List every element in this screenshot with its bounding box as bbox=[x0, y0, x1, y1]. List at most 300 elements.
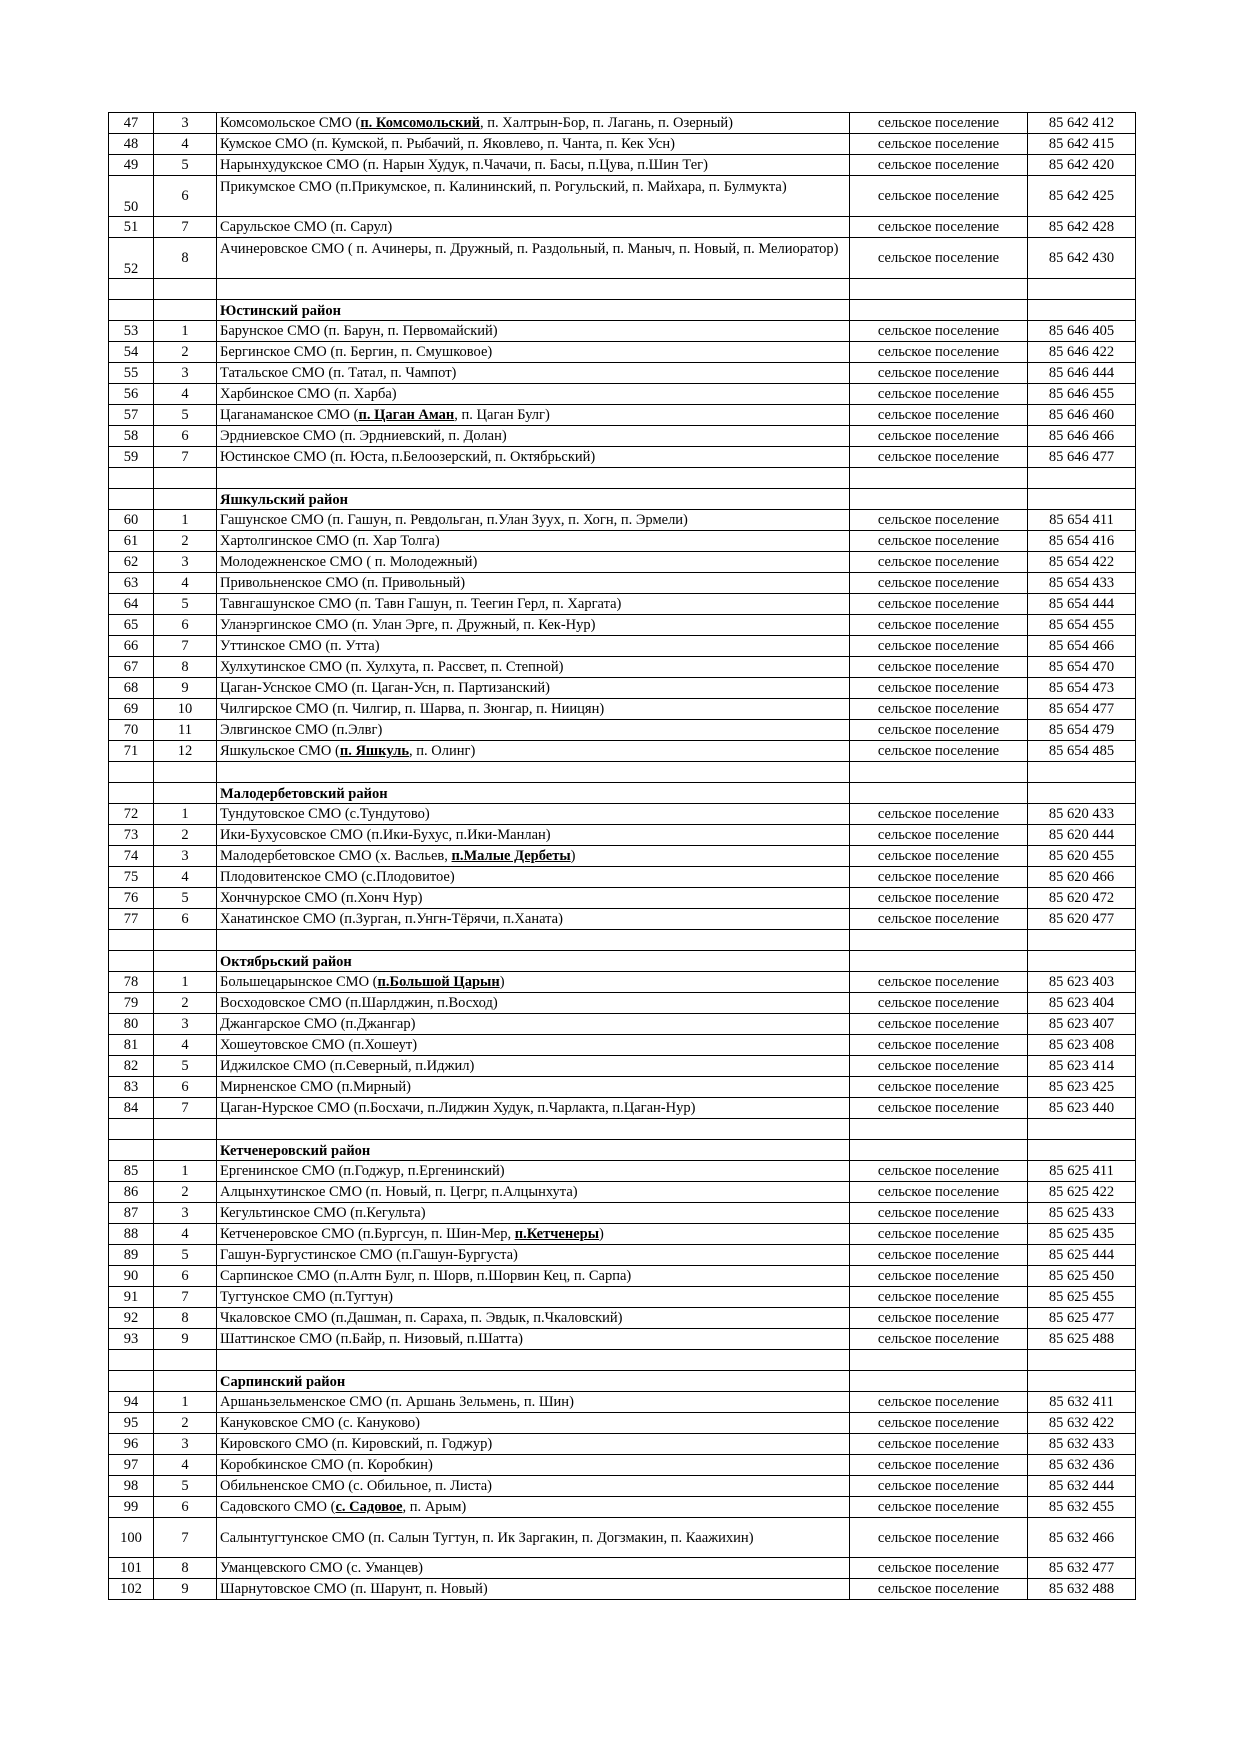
row-index: 6 bbox=[154, 426, 217, 447]
row-index: 5 bbox=[154, 1056, 217, 1077]
spacer-row bbox=[109, 1350, 1136, 1371]
settlement-type: сельское поселение bbox=[850, 657, 1028, 678]
row-number: 67 bbox=[109, 657, 154, 678]
row-number: 76 bbox=[109, 888, 154, 909]
municipality-name bbox=[217, 155, 850, 176]
name-text: Ергенинское СМО (п.Годжур, п.Ергенинский) bbox=[220, 1163, 505, 1179]
settlement-type: сельское поселение bbox=[850, 1161, 1028, 1182]
oktmo-code: 85 642 428 bbox=[1028, 217, 1136, 238]
cell-code bbox=[1028, 1371, 1136, 1392]
table-row bbox=[109, 552, 1136, 573]
row-index: 9 bbox=[154, 1579, 217, 1600]
row-index: 4 bbox=[154, 134, 217, 155]
spacer-row bbox=[109, 279, 1136, 300]
oktmo-code: 85 625 488 bbox=[1028, 1329, 1136, 1350]
oktmo-code: 85 625 411 bbox=[1028, 1161, 1136, 1182]
settlement-type: сельское поселение bbox=[850, 1329, 1028, 1350]
oktmo-code: 85 642 430 bbox=[1028, 238, 1136, 279]
municipality-name bbox=[217, 1455, 850, 1476]
settlement-type: сельское поселение bbox=[850, 238, 1028, 279]
table-row bbox=[109, 1455, 1136, 1476]
cell-number bbox=[109, 762, 154, 783]
row-number: 93 bbox=[109, 1329, 154, 1350]
municipality-name bbox=[217, 1035, 850, 1056]
table-row bbox=[109, 1203, 1136, 1224]
table-row bbox=[109, 972, 1136, 993]
oktmo-code: 85 632 466 bbox=[1028, 1518, 1136, 1558]
cell-code bbox=[1028, 1119, 1136, 1140]
settlement-type: сельское поселение bbox=[850, 1579, 1028, 1600]
name-text: Цаган-Нурское СМО (п.Босхачи, п.Лиджин Худук, п.Чарлакта, п.Цаган-Нур) bbox=[220, 1100, 696, 1116]
settlement-type: сельское поселение bbox=[850, 426, 1028, 447]
name-text: Чилгирское СМО (п. Чилгир, п. Шарва, п. Зюнгар, п. Ниицян) bbox=[220, 701, 605, 717]
name-text: Малодербетовское СМО (х. Васльев, bbox=[220, 848, 452, 864]
row-index: 7 bbox=[154, 447, 217, 468]
table-row bbox=[109, 1308, 1136, 1329]
municipality-name bbox=[217, 426, 850, 447]
name-text: Хартолгинское СМО (п. Хар Толга) bbox=[220, 533, 440, 549]
row-number: 97 bbox=[109, 1455, 154, 1476]
settlement-type: сельское поселение bbox=[850, 1413, 1028, 1434]
table-row bbox=[109, 573, 1136, 594]
settlement-type: сельское поселение bbox=[850, 1455, 1028, 1476]
row-number: 84 bbox=[109, 1098, 154, 1119]
table-row bbox=[109, 1224, 1136, 1245]
settlement-type: сельское поселение bbox=[850, 594, 1028, 615]
oktmo-code: 85 646 444 bbox=[1028, 363, 1136, 384]
settlement-type: сельское поселение bbox=[850, 993, 1028, 1014]
table-row bbox=[109, 510, 1136, 531]
name-text: Элвгинское СМО (п.Элвг) bbox=[220, 722, 383, 738]
municipality-name bbox=[217, 993, 850, 1014]
cell-number bbox=[109, 279, 154, 300]
row-index: 2 bbox=[154, 531, 217, 552]
table-row bbox=[109, 804, 1136, 825]
name-text: Гашун-Бургустинское СМО (п.Гашун-Бургуста) bbox=[220, 1247, 518, 1263]
municipality-name bbox=[217, 657, 850, 678]
name-text: Гашунское СМО (п. Гашун, п. Ревдольган, п.Улан Зуух, п. Хогн, п. Эрмели) bbox=[220, 512, 688, 528]
table-row bbox=[109, 636, 1136, 657]
row-number: 72 bbox=[109, 804, 154, 825]
settlement-type: сельское поселение bbox=[850, 573, 1028, 594]
cell-code bbox=[1028, 951, 1136, 972]
table-row bbox=[109, 321, 1136, 342]
row-index: 6 bbox=[154, 615, 217, 636]
row-index: 9 bbox=[154, 1329, 217, 1350]
row-number: 74 bbox=[109, 846, 154, 867]
name-text: Плодовитенское СМО (с.Плодовитое) bbox=[220, 869, 455, 885]
row-number: 81 bbox=[109, 1035, 154, 1056]
row-number: 62 bbox=[109, 552, 154, 573]
cell-type bbox=[850, 300, 1028, 321]
cell-type bbox=[850, 489, 1028, 510]
table-row bbox=[109, 176, 1136, 217]
table-row bbox=[109, 1579, 1136, 1600]
cell-index bbox=[154, 951, 217, 972]
settlement-type: сельское поселение bbox=[850, 636, 1028, 657]
cell-type bbox=[850, 1350, 1028, 1371]
oktmo-code: 85 654 473 bbox=[1028, 678, 1136, 699]
settlement-type: сельское поселение bbox=[850, 867, 1028, 888]
municipality-name bbox=[217, 1434, 850, 1455]
municipality-name bbox=[217, 405, 850, 426]
table-row bbox=[109, 1434, 1136, 1455]
oktmo-code: 85 623 414 bbox=[1028, 1056, 1136, 1077]
settlement-type: сельское поселение bbox=[850, 804, 1028, 825]
cell-number bbox=[109, 1140, 154, 1161]
cell-type bbox=[850, 1119, 1028, 1140]
name-text: Прикумское СМО (п.Прикумское, п. Калининский, п. Рогульский, п. Майхара, п. Булмукта) bbox=[220, 179, 787, 195]
row-number: 78 bbox=[109, 972, 154, 993]
municipality-name bbox=[217, 1182, 850, 1203]
row-index: 6 bbox=[154, 176, 217, 217]
table-row bbox=[109, 1098, 1136, 1119]
oktmo-code: 85 625 455 bbox=[1028, 1287, 1136, 1308]
spacer-row bbox=[109, 762, 1136, 783]
row-index: 4 bbox=[154, 1035, 217, 1056]
name-text: Кировского СМО (п. Кировский, п. Годжур) bbox=[220, 1436, 493, 1452]
row-number: 71 bbox=[109, 741, 154, 762]
row-number: 79 bbox=[109, 993, 154, 1014]
table-row bbox=[109, 699, 1136, 720]
table-row bbox=[109, 1077, 1136, 1098]
municipality-name bbox=[217, 1579, 850, 1600]
row-number: 89 bbox=[109, 1245, 154, 1266]
district-heading-row bbox=[109, 951, 1136, 972]
district-heading-row bbox=[109, 1140, 1136, 1161]
settlement-type: сельское поселение bbox=[850, 615, 1028, 636]
settlements-table-body bbox=[109, 113, 1136, 1600]
table-row bbox=[109, 426, 1136, 447]
oktmo-code: 85 620 455 bbox=[1028, 846, 1136, 867]
settlement-type: сельское поселение bbox=[850, 510, 1028, 531]
cell-number bbox=[109, 489, 154, 510]
district-heading: Малодербетовский район bbox=[217, 783, 850, 804]
admin-center-name: п. Яшкуль bbox=[339, 743, 410, 759]
spacer-row bbox=[109, 468, 1136, 489]
oktmo-code: 85 654 433 bbox=[1028, 573, 1136, 594]
table-row bbox=[109, 113, 1136, 134]
settlement-type: сельское поселение bbox=[850, 1056, 1028, 1077]
row-index: 6 bbox=[154, 1497, 217, 1518]
cell-number bbox=[109, 1371, 154, 1392]
cell-index bbox=[154, 489, 217, 510]
settlement-type: сельское поселение bbox=[850, 217, 1028, 238]
table-row bbox=[109, 1266, 1136, 1287]
cell-code bbox=[1028, 468, 1136, 489]
row-number: 52 bbox=[109, 238, 154, 279]
cell-name bbox=[217, 762, 850, 783]
municipality-name bbox=[217, 699, 850, 720]
name-text: ) bbox=[599, 1226, 604, 1242]
settlement-type: сельское поселение bbox=[850, 699, 1028, 720]
municipality-name bbox=[217, 1203, 850, 1224]
municipality-name bbox=[217, 1329, 850, 1350]
row-number: 57 bbox=[109, 405, 154, 426]
cell-code bbox=[1028, 1140, 1136, 1161]
municipality-name bbox=[217, 238, 850, 279]
table-row bbox=[109, 1476, 1136, 1497]
row-number: 58 bbox=[109, 426, 154, 447]
oktmo-code: 85 646 455 bbox=[1028, 384, 1136, 405]
table-row bbox=[109, 1329, 1136, 1350]
table-row bbox=[109, 531, 1136, 552]
admin-center-name: с. Садовое bbox=[335, 1499, 403, 1515]
table-row bbox=[109, 1413, 1136, 1434]
table-row bbox=[109, 615, 1136, 636]
municipality-name bbox=[217, 1476, 850, 1497]
row-index: 7 bbox=[154, 1098, 217, 1119]
admin-center-name: п. Комсомольский bbox=[360, 115, 481, 131]
row-index: 3 bbox=[154, 846, 217, 867]
settlement-type: сельское поселение bbox=[850, 1434, 1028, 1455]
table-row bbox=[109, 741, 1136, 762]
name-text: Привольненское СМО (п. Привольный) bbox=[220, 575, 466, 591]
oktmo-code: 85 625 444 bbox=[1028, 1245, 1136, 1266]
row-number: 87 bbox=[109, 1203, 154, 1224]
name-text: , п. Арым) bbox=[402, 1499, 467, 1515]
municipality-name bbox=[217, 510, 850, 531]
district-heading: Сарпинский район bbox=[217, 1371, 850, 1392]
row-number: 88 bbox=[109, 1224, 154, 1245]
row-number: 82 bbox=[109, 1056, 154, 1077]
row-number: 53 bbox=[109, 321, 154, 342]
table-row bbox=[109, 342, 1136, 363]
cell-name bbox=[217, 1119, 850, 1140]
name-text: Кетченеровское СМО (п.Бургсун, п. Шин-Мер, bbox=[220, 1226, 515, 1242]
row-number: 50 bbox=[109, 176, 154, 217]
row-number: 64 bbox=[109, 594, 154, 615]
row-index: 1 bbox=[154, 1392, 217, 1413]
row-index: 4 bbox=[154, 384, 217, 405]
name-text: Цаган-Уснское СМО (п. Цаган-Усн, п. Партизанский) bbox=[220, 680, 551, 696]
municipality-name bbox=[217, 720, 850, 741]
settlement-type: сельское поселение bbox=[850, 888, 1028, 909]
spacer-row bbox=[109, 930, 1136, 951]
row-number: 60 bbox=[109, 510, 154, 531]
settlements-table bbox=[108, 112, 1136, 1600]
row-index: 8 bbox=[154, 1558, 217, 1579]
municipality-name bbox=[217, 363, 850, 384]
admin-center-name: п.Малые Дербеты bbox=[451, 848, 571, 864]
settlement-type: сельское поселение bbox=[850, 1014, 1028, 1035]
name-text: ) bbox=[499, 974, 505, 990]
table-row bbox=[109, 1161, 1136, 1182]
row-number: 63 bbox=[109, 573, 154, 594]
row-number: 83 bbox=[109, 1077, 154, 1098]
municipality-name bbox=[217, 1161, 850, 1182]
row-number: 65 bbox=[109, 615, 154, 636]
row-index: 5 bbox=[154, 1476, 217, 1497]
cell-code bbox=[1028, 783, 1136, 804]
municipality-name bbox=[217, 1056, 850, 1077]
oktmo-code: 85 625 422 bbox=[1028, 1182, 1136, 1203]
admin-center-name: п.Большой Царын bbox=[377, 974, 500, 990]
name-text: Кумское СМО (п. Кумской, п. Рыбачий, п. Яковлево, п. Чанта, п. Кек Усн) bbox=[220, 136, 675, 152]
municipality-name bbox=[217, 678, 850, 699]
name-text: , п. Халтрын-Бор, п. Лагань, п. Озерный) bbox=[480, 115, 734, 131]
cell-index bbox=[154, 1371, 217, 1392]
table-row bbox=[109, 846, 1136, 867]
row-number: 90 bbox=[109, 1266, 154, 1287]
row-index: 7 bbox=[154, 1287, 217, 1308]
row-number: 73 bbox=[109, 825, 154, 846]
row-number: 99 bbox=[109, 1497, 154, 1518]
settlement-type: сельское поселение bbox=[850, 1287, 1028, 1308]
municipality-name bbox=[217, 1308, 850, 1329]
cell-name bbox=[217, 1350, 850, 1371]
settlement-type: сельское поселение bbox=[850, 1266, 1028, 1287]
name-text: Харбинское СМО (п. Харба) bbox=[220, 386, 397, 402]
municipality-name bbox=[217, 1518, 850, 1558]
settlement-type: сельское поселение bbox=[850, 1518, 1028, 1558]
row-index: 9 bbox=[154, 678, 217, 699]
municipality-name bbox=[217, 909, 850, 930]
table-row bbox=[109, 594, 1136, 615]
row-number: 102 bbox=[109, 1579, 154, 1600]
oktmo-code: 85 642 412 bbox=[1028, 113, 1136, 134]
table-row bbox=[109, 447, 1136, 468]
district-heading-row bbox=[109, 489, 1136, 510]
cell-index bbox=[154, 279, 217, 300]
settlement-type: сельское поселение bbox=[850, 1035, 1028, 1056]
municipality-name bbox=[217, 573, 850, 594]
oktmo-code: 85 642 415 bbox=[1028, 134, 1136, 155]
settlement-type: сельское поселение bbox=[850, 1476, 1028, 1497]
name-text: Комсомольское СМО ( bbox=[220, 115, 361, 131]
name-text: Мирненское СМО (п.Мирный) bbox=[220, 1079, 411, 1095]
settlement-type: сельское поселение bbox=[850, 134, 1028, 155]
row-number: 51 bbox=[109, 217, 154, 238]
oktmo-code: 85 646 460 bbox=[1028, 405, 1136, 426]
row-number: 55 bbox=[109, 363, 154, 384]
municipality-name bbox=[217, 552, 850, 573]
row-index: 1 bbox=[154, 321, 217, 342]
municipality-name bbox=[217, 384, 850, 405]
cell-type bbox=[850, 1140, 1028, 1161]
row-number: 49 bbox=[109, 155, 154, 176]
oktmo-code: 85 623 440 bbox=[1028, 1098, 1136, 1119]
name-text: , п. Цаган Булг) bbox=[454, 407, 550, 423]
oktmo-code: 85 623 407 bbox=[1028, 1014, 1136, 1035]
table-row bbox=[109, 1056, 1136, 1077]
admin-center-name: п. Цаган Аман bbox=[358, 407, 455, 423]
row-index: 7 bbox=[154, 217, 217, 238]
row-index: 4 bbox=[154, 1224, 217, 1245]
cell-code bbox=[1028, 489, 1136, 510]
oktmo-code: 85 620 472 bbox=[1028, 888, 1136, 909]
name-text: Алцынхутинское СМО (п. Новый, п. Цегрг, п.Алцынхута) bbox=[220, 1184, 578, 1200]
name-text: Садовского СМО ( bbox=[220, 1499, 336, 1515]
settlement-type: сельское поселение bbox=[850, 1224, 1028, 1245]
row-index: 5 bbox=[154, 594, 217, 615]
municipality-name bbox=[217, 113, 850, 134]
cell-code bbox=[1028, 279, 1136, 300]
oktmo-code: 85 646 405 bbox=[1028, 321, 1136, 342]
row-index: 4 bbox=[154, 573, 217, 594]
row-index: 3 bbox=[154, 363, 217, 384]
oktmo-code: 85 632 444 bbox=[1028, 1476, 1136, 1497]
row-index: 3 bbox=[154, 1434, 217, 1455]
row-number: 92 bbox=[109, 1308, 154, 1329]
row-number: 75 bbox=[109, 867, 154, 888]
row-index: 4 bbox=[154, 1455, 217, 1476]
settlement-type: сельское поселение bbox=[850, 552, 1028, 573]
table-row bbox=[109, 384, 1136, 405]
settlement-type: сельское поселение bbox=[850, 1182, 1028, 1203]
district-heading: Юстинский район bbox=[217, 300, 850, 321]
name-text: Тундутовское СМО (с.Тундутово) bbox=[220, 806, 430, 822]
cell-number bbox=[109, 951, 154, 972]
row-index: 10 bbox=[154, 699, 217, 720]
name-text: Кануковское СМО (с. Кануково) bbox=[220, 1415, 420, 1431]
settlement-type: сельское поселение bbox=[850, 909, 1028, 930]
municipality-name bbox=[217, 176, 850, 217]
name-text: Сарульское СМО (п. Сарул) bbox=[220, 219, 393, 235]
settlement-type: сельское поселение bbox=[850, 741, 1028, 762]
oktmo-code: 85 623 404 bbox=[1028, 993, 1136, 1014]
municipality-name bbox=[217, 342, 850, 363]
table-row bbox=[109, 867, 1136, 888]
row-index: 8 bbox=[154, 1308, 217, 1329]
cell-type bbox=[850, 762, 1028, 783]
row-index: 4 bbox=[154, 867, 217, 888]
table-row bbox=[109, 238, 1136, 279]
municipality-name bbox=[217, 867, 850, 888]
cell-name bbox=[217, 279, 850, 300]
oktmo-code: 85 654 466 bbox=[1028, 636, 1136, 657]
row-number: 70 bbox=[109, 720, 154, 741]
row-index: 1 bbox=[154, 972, 217, 993]
table-row bbox=[109, 993, 1136, 1014]
cell-number bbox=[109, 783, 154, 804]
cell-index bbox=[154, 1350, 217, 1371]
cell-name bbox=[217, 930, 850, 951]
cell-index bbox=[154, 300, 217, 321]
settlement-type: сельское поселение bbox=[850, 825, 1028, 846]
cell-index bbox=[154, 1119, 217, 1140]
municipality-name bbox=[217, 1245, 850, 1266]
settlement-type: сельское поселение bbox=[850, 176, 1028, 217]
cell-code bbox=[1028, 762, 1136, 783]
row-index: 2 bbox=[154, 993, 217, 1014]
oktmo-code: 85 654 422 bbox=[1028, 552, 1136, 573]
name-text: Барунское СМО (п. Барун, п. Первомайский) bbox=[220, 323, 498, 339]
municipality-name bbox=[217, 825, 850, 846]
name-text: Яшкульское СМО ( bbox=[220, 743, 340, 759]
oktmo-code: 85 623 403 bbox=[1028, 972, 1136, 993]
name-text: Иджилское СМО (п.Северный, п.Иджил) bbox=[220, 1058, 475, 1074]
cell-type bbox=[850, 468, 1028, 489]
row-number: 96 bbox=[109, 1434, 154, 1455]
district-heading-row bbox=[109, 1371, 1136, 1392]
settlement-type: сельское поселение bbox=[850, 1077, 1028, 1098]
name-text: Салынтугтунское СМО (п. Салын Тугтун, п. Ик Заргакин, п. Догзмакин, п. Каажихин) bbox=[220, 1529, 754, 1546]
name-text: Молодежненское СМО ( п. Молодежный) bbox=[220, 554, 478, 570]
oktmo-code: 85 625 477 bbox=[1028, 1308, 1136, 1329]
settlement-type: сельское поселение bbox=[850, 1558, 1028, 1579]
cell-number bbox=[109, 1119, 154, 1140]
name-text: Хончнурское СМО (п.Хонч Нур) bbox=[220, 890, 423, 906]
settlement-type: сельское поселение bbox=[850, 1203, 1028, 1224]
name-text: Аршаньзельменское СМО (п. Аршань Зельмень, п. Шин) bbox=[220, 1394, 574, 1410]
name-text: Бергинское СМО (п. Бергин, п. Смушковое) bbox=[220, 344, 493, 360]
row-number: 95 bbox=[109, 1413, 154, 1434]
oktmo-code: 85 654 470 bbox=[1028, 657, 1136, 678]
name-text: Ханатинское СМО (п.Зурган, п.Унгн-Тёрячи, п.Ханата) bbox=[220, 911, 563, 927]
cell-index bbox=[154, 783, 217, 804]
oktmo-code: 85 654 477 bbox=[1028, 699, 1136, 720]
